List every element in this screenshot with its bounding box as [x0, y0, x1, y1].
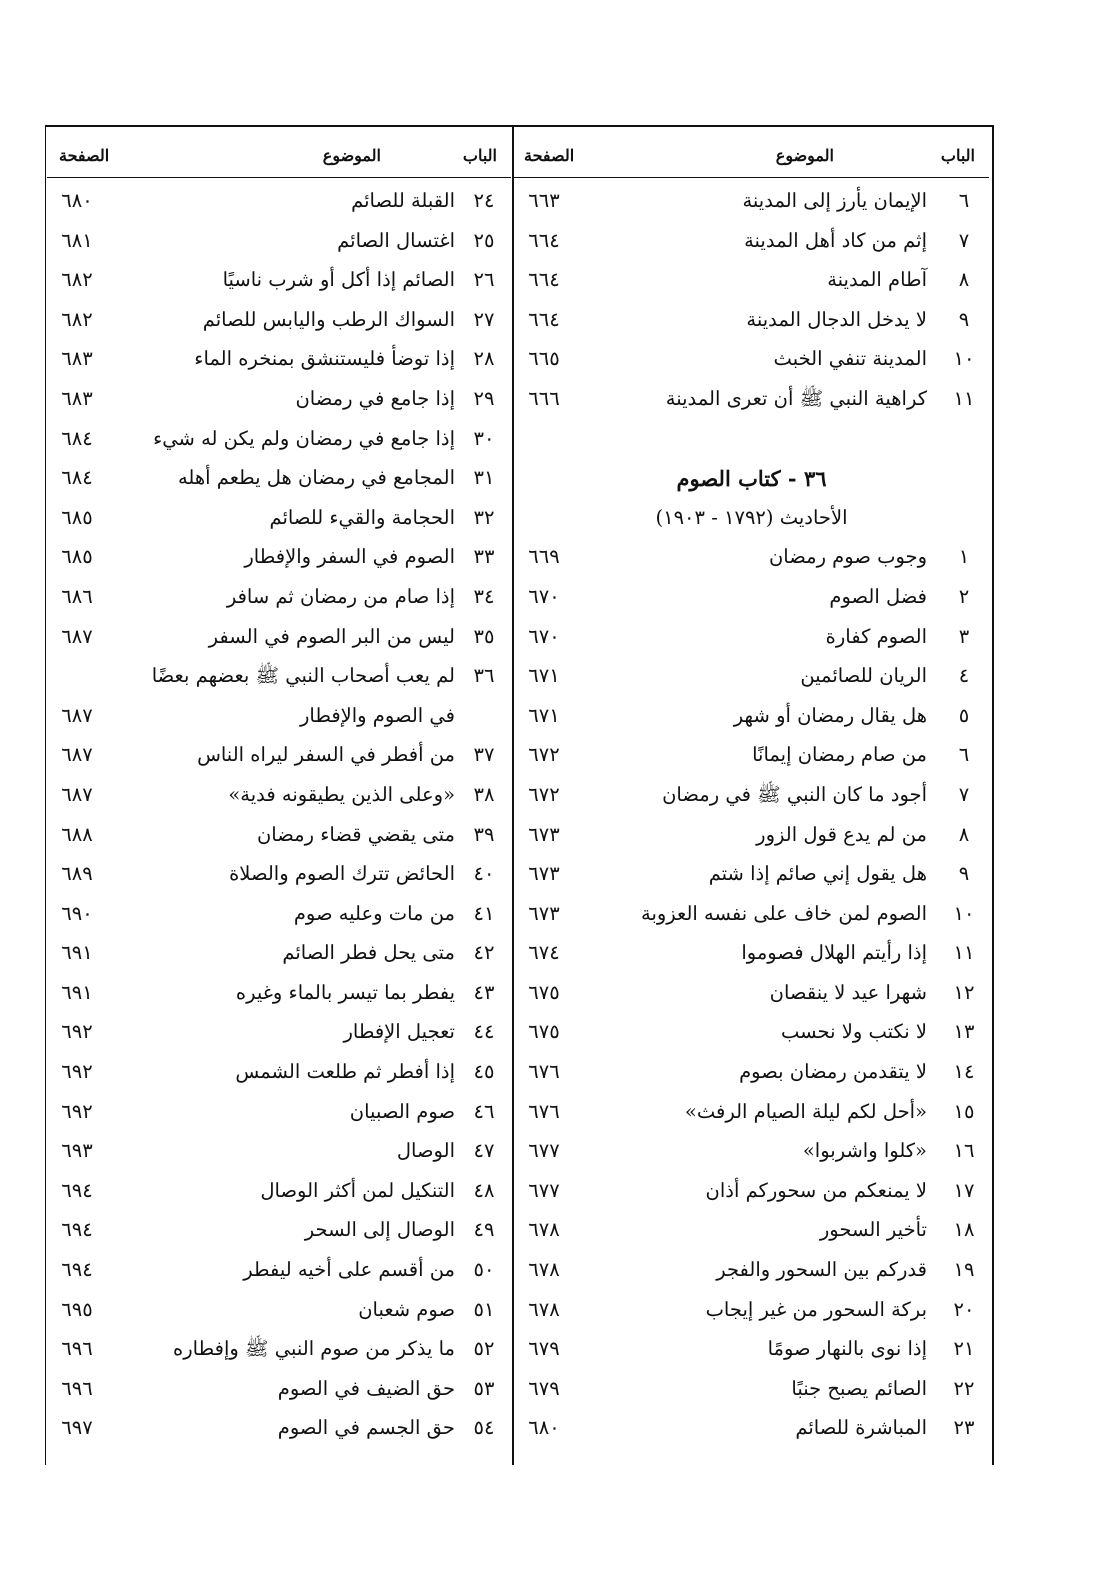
topic-title: من صام رمضان إيمانًا [752, 743, 927, 767]
topic-title: إذا جامع في رمضان ولم يكن له شيء [153, 426, 455, 450]
topic-title: لا يتقدمن رمضان بصوم [739, 1060, 927, 1084]
topic-title: من لم يدع قول الزور [756, 822, 927, 846]
page-number: ٦٩٣ [61, 1139, 93, 1163]
bab-number: ٢٦ [473, 268, 495, 292]
bab-number: ٤٤ [473, 1020, 495, 1044]
page-number: ٦٩٤ [61, 1218, 93, 1242]
bab-number: ٣٨ [473, 782, 495, 806]
topic-title: بركة السحور من غير إيجاب [705, 1297, 927, 1321]
bab-number: ١٦ [953, 1139, 975, 1163]
topic-title: الحجامة والقيء للصائم [269, 505, 455, 529]
page-number: ٦٧٨ [528, 1297, 560, 1321]
topic-title: لا يدخل الدجال المدينة [746, 307, 927, 331]
bab-number: ١١ [953, 386, 975, 410]
topic-title: الصوم لمن خاف على نفسه العزوبة [641, 901, 927, 925]
topic-title: لم يعب أصحاب النبي ﷺ بعضهم بعضًا [151, 664, 455, 688]
page-number: ٦٨٤ [61, 426, 93, 450]
section-heading: ٣٦ - كتاب الصوم [676, 466, 827, 492]
index-row [514, 1286, 989, 1326]
topic-title: قدركم بين السحور والفجر [716, 1258, 927, 1282]
bab-number: ٣٢ [473, 505, 495, 529]
index-row [47, 652, 511, 692]
page-number: ٦٧٣ [528, 822, 560, 846]
page-number: ٦٧٧ [528, 1178, 560, 1202]
page-number: ٦٦٦ [528, 386, 560, 410]
page-number: ٦٨٣ [61, 386, 93, 410]
index-row [47, 1286, 511, 1326]
page-number: ٦٧٩ [528, 1376, 560, 1400]
page-number: ٦٩٦ [61, 1376, 93, 1400]
bab-number: ١٠ [953, 347, 975, 371]
topic-title: صوم الصبيان [349, 1099, 455, 1123]
page-number: ٦٦٤ [528, 268, 560, 292]
bab-number: ٤٣ [473, 980, 495, 1004]
index-row [47, 454, 511, 494]
index-row [47, 1008, 511, 1048]
index-row [47, 929, 511, 969]
topic-title: لا نكتب ولا نحسب [780, 1020, 927, 1044]
topic-title: إذا صام من رمضان ثم سافر [226, 584, 455, 608]
topic-title: «كلوا واشربوا» [802, 1139, 927, 1163]
topic-title: هل يقول إني صائم إذا شتم [708, 862, 927, 886]
index-row [514, 811, 989, 851]
topic-title: السواك الرطب واليابس للصائم [202, 307, 455, 331]
page-number: ٦٩١ [61, 941, 93, 965]
page-number: ٦٩٢ [61, 1060, 93, 1084]
index-row [514, 1088, 989, 1128]
page-number: ٦٧٤ [528, 941, 560, 965]
page-number: ٦٧٨ [528, 1218, 560, 1242]
index-row [514, 494, 989, 534]
index-row [47, 335, 511, 375]
index-row [47, 415, 511, 455]
topic-title: «أحل لكم ليلة الصيام الرفث» [684, 1099, 927, 1123]
bab-number: ٤٢ [473, 941, 495, 965]
topic-title: متى يقضي قضاء رمضان [256, 822, 455, 846]
index-row [47, 969, 511, 1009]
bab-number: ٤٨ [473, 1178, 495, 1202]
index-rows [514, 177, 989, 1444]
bab-number: ٥٠ [473, 1258, 495, 1282]
index-row [47, 850, 511, 890]
page-number: ٦٧٠ [528, 624, 560, 648]
bab-number: ٣٩ [473, 822, 495, 846]
page-number: ٦٧٣ [528, 901, 560, 925]
topic-title: آطام المدينة [827, 268, 927, 292]
bab-number: ٢٨ [473, 347, 495, 371]
topic-title: الحائض تترك الصوم والصلاة [229, 862, 455, 886]
topic-title: صوم شعبان [358, 1297, 455, 1321]
page-number: ٦٨٧ [61, 624, 93, 648]
index-row [47, 811, 511, 851]
index-row [514, 573, 989, 613]
topic-title: التنكيل لمن أكثر الوصال [260, 1178, 455, 1202]
index-row [47, 256, 511, 296]
index-row [514, 929, 989, 969]
page-number: ٦٧٩ [528, 1337, 560, 1361]
topic-title: تعجيل الإفطار [343, 1020, 455, 1044]
index-row [47, 731, 511, 771]
bab-number: ٨ [958, 822, 970, 846]
index-row [514, 1325, 989, 1365]
topic-title: الوصال [396, 1139, 455, 1163]
bab-number: ٨ [958, 268, 970, 292]
bab-number: ١٥ [953, 1099, 975, 1123]
bab-number: ٥٣ [473, 1376, 495, 1400]
topic-title: الصوم في السفر والإفطار [244, 545, 455, 569]
topic-title: حق الجسم في الصوم [277, 1416, 455, 1440]
index-row [514, 613, 989, 653]
page-number: ٦٨٦ [61, 584, 93, 608]
index-table-right [514, 127, 989, 1440]
index-row [514, 177, 989, 217]
topic-title: إذا رأيتم الهلال فصوموا [741, 941, 927, 965]
page-number: ٦٩٢ [61, 1020, 93, 1044]
index-row [514, 296, 989, 336]
page-number: ٦٦٩ [528, 545, 560, 569]
topic-title: متى يحل فطر الصائم [282, 941, 455, 965]
page-number: ٦٧٨ [528, 1258, 560, 1282]
topic-title: المجامع في رمضان هل يطعم أهله [177, 466, 455, 490]
topic-title: المباشرة للصائم [795, 1416, 927, 1440]
bab-number: ٤ [958, 664, 970, 688]
bab-number: ٢٧ [473, 307, 495, 331]
bab-number: ٢٣ [953, 1416, 975, 1440]
bab-number: ٩ [958, 862, 970, 886]
bab-number: ١٨ [953, 1218, 975, 1242]
page-number: ٦٨٩ [61, 862, 93, 886]
index-row [514, 1127, 989, 1167]
page-number: ٦٦٤ [528, 228, 560, 252]
index-row [514, 1365, 989, 1405]
bab-number: ٢٤ [473, 189, 495, 212]
page-number: ٦٦٤ [528, 307, 560, 331]
bab-number: ٤٥ [473, 1060, 495, 1084]
table-header [47, 127, 511, 178]
bab-number: ٥٤ [473, 1416, 495, 1440]
bab-number: ٣١ [473, 466, 495, 490]
index-row [514, 256, 989, 296]
page-number: ٦٧٠ [528, 584, 560, 608]
index-row [514, 454, 989, 494]
page-number: ٦٩٠ [61, 901, 93, 925]
bab-number: ٧ [958, 228, 970, 252]
index-table-left [47, 127, 511, 1440]
index-row [47, 771, 511, 811]
bab-number: ٦ [958, 189, 970, 212]
topic-title: إذا نوى بالنهار صومًا [767, 1337, 927, 1361]
index-row [47, 692, 511, 732]
page-number: ٦٨٢ [61, 307, 93, 331]
topic-title: إثم من كاد أهل المدينة [744, 228, 927, 252]
topic-title: إذا أفطر ثم طلعت الشمس [235, 1060, 455, 1084]
page-number: ٦٨١ [61, 228, 93, 252]
bab-number: ٢٥ [473, 228, 495, 252]
topic-title: يفطر بما تيسر بالماء وغيره [235, 980, 455, 1004]
bab-number: ١٠ [953, 901, 975, 925]
bab-number: ٣٣ [473, 545, 495, 569]
page-number: ٦٨٤ [61, 466, 93, 490]
topic-title: القبلة للصائم [351, 189, 455, 212]
page-number: ٦٧٦ [528, 1060, 560, 1084]
page-number: ٦٨٧ [61, 703, 93, 727]
index-row [47, 177, 511, 217]
topic-title: الإيمان يأرز إلى المدينة [742, 189, 927, 212]
topic-title: إذا توضأ فليستنشق بمنخره الماء [194, 347, 455, 371]
page-number: ٦٧١ [528, 664, 560, 688]
topic-title: أجود ما كان النبي ﷺ في رمضان [662, 782, 927, 806]
index-row [514, 1246, 989, 1286]
index-row [514, 1048, 989, 1088]
bab-number: ٣٥ [473, 624, 495, 648]
index-row [47, 1365, 511, 1405]
bab-number: ٥٢ [473, 1337, 495, 1361]
index-row [514, 692, 989, 732]
topic-title: في الصوم والإفطار [299, 703, 455, 727]
bab-number: ٧ [958, 782, 970, 806]
index-row [47, 375, 511, 415]
page-number: ٦٦٣ [528, 189, 560, 212]
index-row [514, 533, 989, 573]
topic-title: وجوب صوم رمضان [768, 545, 927, 569]
topic-title: إذا جامع في رمضان [295, 386, 455, 410]
bab-number: ١ [958, 545, 970, 569]
topic-title: فضل الصوم [829, 584, 927, 608]
index-row [514, 731, 989, 771]
index-row [47, 1048, 511, 1088]
bab-number: ١٩ [953, 1258, 975, 1282]
bab-number: ١٣ [953, 1020, 975, 1044]
header-safha: الصفحة [59, 146, 110, 165]
bab-number: ٢٢ [953, 1376, 975, 1400]
page-number: ٦٩٢ [61, 1099, 93, 1123]
page-number: ٦٧٧ [528, 1139, 560, 1163]
index-row [47, 1127, 511, 1167]
bab-number: ٣٤ [473, 584, 495, 608]
index-row [514, 415, 989, 455]
index-row [47, 217, 511, 257]
index-row [514, 335, 989, 375]
index-row [47, 890, 511, 930]
index-row [47, 533, 511, 573]
page-number: ٦٩٦ [61, 1337, 93, 1361]
index-row [47, 1167, 511, 1207]
topic-title: هل يقال رمضان أو شهر [733, 703, 927, 727]
bab-number: ٣ [958, 624, 970, 648]
page-number: ٦٨٧ [61, 782, 93, 806]
page-number: ٦٧٣ [528, 862, 560, 886]
index-row [47, 1404, 511, 1444]
bab-number: ٩ [958, 307, 970, 331]
index-row [47, 296, 511, 336]
index-row [47, 494, 511, 534]
page-number: ٦٨٥ [61, 505, 93, 529]
topic-title: ما يذكر من صوم النبي ﷺ وإفطاره [173, 1337, 455, 1361]
page-number: ٦٩٤ [61, 1178, 93, 1202]
topic-title: من أفطر في السفر ليراه الناس [197, 743, 455, 767]
bab-number: ٤٧ [473, 1139, 495, 1163]
page-number: ٦٨٨ [61, 822, 93, 846]
bab-number: ٢ [958, 584, 970, 608]
table-header [514, 127, 989, 178]
header-bab: الباب [462, 146, 497, 165]
page-number: ٦٦٥ [528, 347, 560, 371]
index-rows [47, 177, 511, 1444]
index-row [514, 1206, 989, 1246]
index-row [514, 969, 989, 1009]
page-number: ٦٩٤ [61, 1258, 93, 1282]
page-number: ٦٧١ [528, 703, 560, 727]
index-row [47, 1246, 511, 1286]
topic-title: حق الضيف في الصوم [277, 1376, 455, 1400]
index-row [514, 1008, 989, 1048]
bab-number: ٤٠ [473, 862, 495, 886]
topic-title: كراهية النبي ﷺ أن تعرى المدينة [665, 386, 927, 410]
page-number: ٦٨٠ [61, 189, 93, 212]
topic-title: من أقسم على أخيه ليفطر [243, 1258, 455, 1282]
topic-title: لا يمنعكم من سحوركم أذان [705, 1178, 927, 1202]
index-row [514, 850, 989, 890]
page-number: ٦٧٢ [528, 782, 560, 806]
header-safha: الصفحة [524, 146, 575, 165]
bab-number: ٦ [958, 743, 970, 767]
index-row [514, 375, 989, 415]
bab-number: ٥ [958, 703, 970, 727]
bab-number: ٢٩ [473, 386, 495, 410]
header-mawdu: الموضوع [775, 146, 834, 165]
topic-title: الصائم إذا أكل أو شرب ناسيًا [222, 268, 455, 292]
page-number: ٦٧٥ [528, 980, 560, 1004]
topic-title: من مات وعليه صوم [293, 901, 455, 925]
page-number: ٦٨٥ [61, 545, 93, 569]
topic-title: ليس من البر الصوم في السفر [208, 624, 455, 648]
index-row [47, 1088, 511, 1128]
page-number: ٦٨٠ [528, 1416, 560, 1440]
page-number: ٦٩٥ [61, 1297, 93, 1321]
page-number: ٦٧٦ [528, 1099, 560, 1123]
bab-number: ١٢ [953, 980, 975, 1004]
index-row [47, 573, 511, 613]
index-row [514, 1167, 989, 1207]
header-mawdu: الموضوع [322, 146, 381, 165]
topic-title: الصائم يصبح جنبًا [791, 1376, 927, 1400]
section-subheading: الأحاديث (١٧٩٢ - ١٩٠٣) [655, 505, 848, 529]
page-number: ٦٨٢ [61, 268, 93, 292]
index-row [47, 1325, 511, 1365]
bab-number: ٢١ [953, 1337, 975, 1361]
index-row [514, 1404, 989, 1444]
topic-title: اغتسال الصائم [337, 228, 455, 252]
bab-number: ٢٠ [953, 1297, 975, 1321]
bab-number: ٤٦ [473, 1099, 495, 1123]
page-number: ٦٧٥ [528, 1020, 560, 1044]
bab-number: ١٤ [953, 1060, 975, 1084]
index-row [514, 217, 989, 257]
bab-number: ٥١ [473, 1297, 495, 1321]
index-row [514, 771, 989, 811]
bab-number: ١١ [953, 941, 975, 965]
topic-title: الوصال إلى السحر [304, 1218, 455, 1242]
topic-title: الصوم كفارة [825, 624, 927, 648]
page-number: ٦٩١ [61, 980, 93, 1004]
topic-title: تأخير السحور [819, 1218, 927, 1242]
topic-title: الريان للصائمين [800, 664, 927, 688]
bab-number: ٤١ [473, 901, 495, 925]
bab-number: ١٧ [953, 1178, 975, 1202]
index-row [47, 613, 511, 653]
page-number: ٦٨٧ [61, 743, 93, 767]
topic-title: «وعلى الذين يطيقونه فدية» [228, 782, 455, 806]
page-number: ٦٨٣ [61, 347, 93, 371]
bab-number: ٤٩ [473, 1218, 495, 1242]
index-row [514, 652, 989, 692]
page-number: ٦٩٧ [61, 1416, 93, 1440]
page-number: ٦٧٢ [528, 743, 560, 767]
header-bab: الباب [940, 146, 975, 165]
topic-title: المدينة تنفي الخبث [773, 347, 927, 371]
bab-number: ٣٧ [473, 743, 495, 767]
topic-title: شهرا عيد لا ينقصان [769, 980, 927, 1004]
bab-number: ٣٠ [473, 426, 495, 450]
bab-number: ٣٦ [473, 664, 495, 688]
index-row [47, 1206, 511, 1246]
index-row [514, 890, 989, 930]
